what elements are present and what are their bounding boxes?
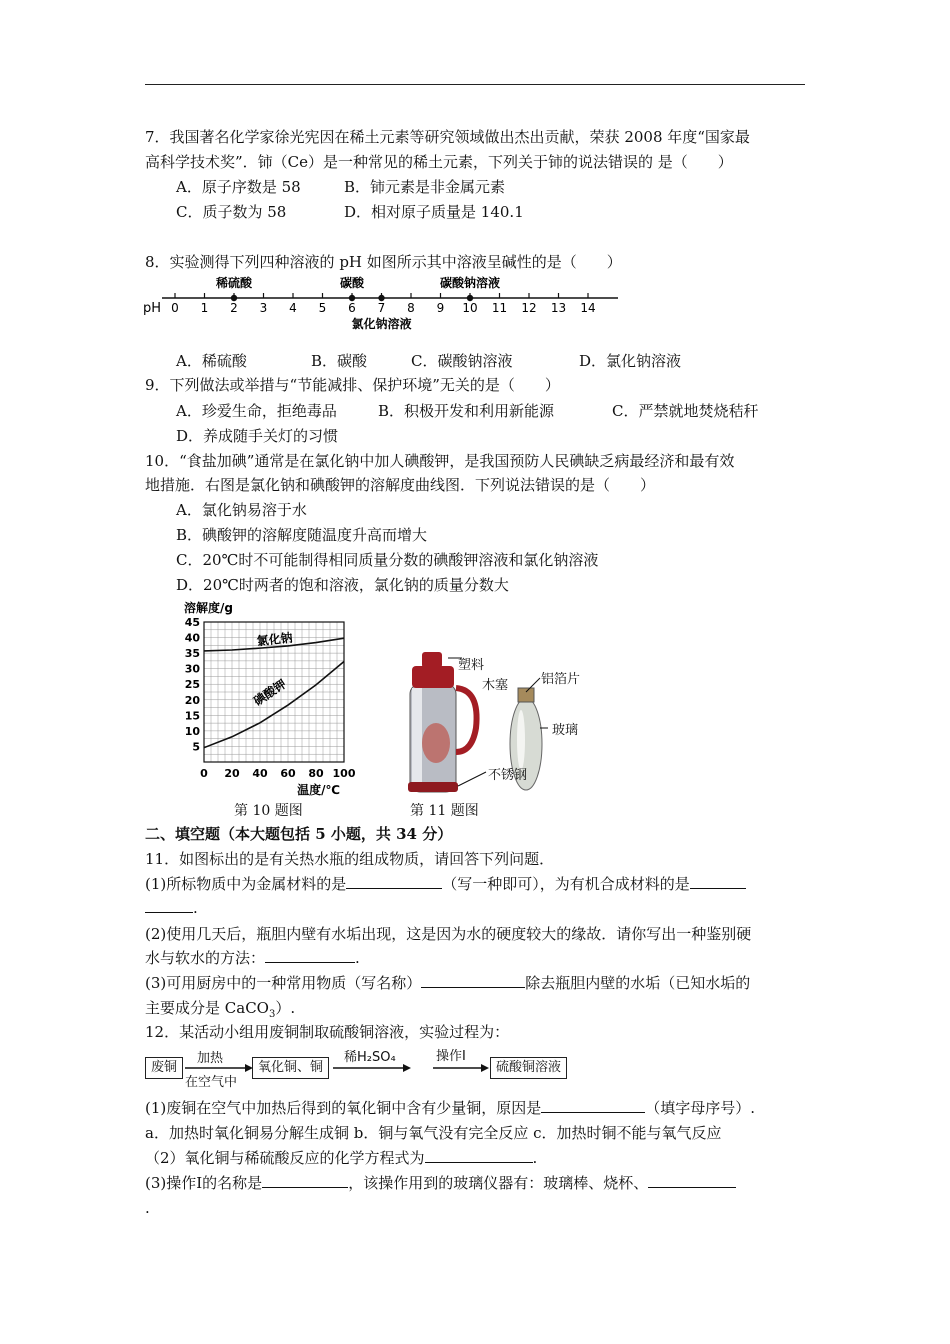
q8-option-d: D．氯化钠溶液 <box>579 352 682 370</box>
q12-part2-text-b: . <box>532 1149 538 1167</box>
label-plastic: 塑料 <box>458 658 485 673</box>
fig10-y-tick: 30 <box>184 662 200 676</box>
q9-option-c: C．严禁就地焚烧秸秆 <box>612 402 759 420</box>
q11-subscript: 3 <box>268 1009 276 1020</box>
ph-tick-label: 1 <box>200 301 209 315</box>
q12-part3 <box>145 1173 736 1193</box>
flow-label-in-air: 在空气中 <box>185 1075 238 1090</box>
q11-blank-metal[interactable] <box>346 874 442 889</box>
ph-tick-label: 2 <box>230 301 238 315</box>
ph-tick-label: 5 <box>318 301 327 315</box>
q9-option-a: A．珍爱生命，拒绝毒品 <box>176 402 337 420</box>
label-stainless-steel: 不锈钢 <box>488 768 528 783</box>
q10-stem-line2: 地措施．右图是氯化钠和碘酸钾的溶解度曲线图．下列说法错误的是（ ） <box>145 476 656 494</box>
ph-marker-label: 氯化钠溶液 <box>351 317 412 331</box>
q10-stem-line1: 10．“食盐加碘”通常是在氯化钠中加人碘酸钾，是我国预防人民碘缺乏病最经济和最有效 <box>145 452 735 470</box>
ph-tick-label: 14 <box>580 301 596 315</box>
q8-option-c: C．碳酸钠溶液 <box>411 352 513 370</box>
fig10-x-tick: 60 <box>280 767 296 780</box>
q11-blank-synthetic-cont[interactable] <box>145 898 193 913</box>
q11-part1-text-b: （写一种即可），为有机合成材料的是 <box>442 875 690 893</box>
q12-part1-text-a: (1)废铜在空气中加热后得到的氧化铜中含有少量铜，原因是 <box>145 1099 542 1117</box>
q11-blank-synthetic[interactable] <box>690 874 746 889</box>
q11-part1 <box>145 874 746 894</box>
q12-blank-glassware[interactable] <box>648 1173 736 1188</box>
q12-part1 <box>145 1098 755 1118</box>
q12-stem: 12．某活动小组用废铜制取硫酸铜溶液，实验过程为： <box>145 1023 510 1041</box>
q7-option-b: B．铈元素是非金属元素 <box>344 178 506 196</box>
ph-tick-label: 11 <box>491 301 508 315</box>
ph-marker <box>378 295 384 301</box>
fig10-x-tick: 0 <box>200 767 208 780</box>
ph-tick-label: 10 <box>462 301 478 315</box>
ph-tick-label: 3 <box>259 301 268 315</box>
ph-tick-label: 6 <box>348 301 356 315</box>
ph-axis-label: pH <box>143 301 162 316</box>
q12-part3-text-a: (3)操作Ⅰ的名称是 <box>145 1174 263 1192</box>
q12-choices: a．加热时氧化铜易分解生成铜 b．铜与氧气没有完全反应 c．加热时铜不能与氧气反应 <box>145 1124 722 1142</box>
flow-box-cuo-cu: 氧化铜、铜 <box>252 1057 329 1079</box>
q7-option-a: A．原子序数是 58 <box>176 178 301 196</box>
flow-label-heat: 加热 <box>197 1051 224 1066</box>
q12-blank-operation-name[interactable] <box>262 1173 348 1188</box>
fig10-y-tick: 35 <box>184 647 200 661</box>
fig11-caption: 第 11 题图 <box>410 803 479 819</box>
ph-tick-label: 9 <box>436 301 445 315</box>
ph-tick-label: 13 <box>550 301 567 315</box>
q11-blank-hardwater-method[interactable] <box>265 948 355 963</box>
flow-box-scrap-copper: 废铜 <box>145 1057 183 1079</box>
label-cork: 木塞 <box>482 678 509 693</box>
q11-part3-line2 <box>145 998 295 1025</box>
q12-part3-end: . <box>145 1199 150 1217</box>
ph-marker-label: 碳酸 <box>339 276 365 290</box>
fig10-x-tick: 40 <box>252 767 268 780</box>
q7-stem-line2: 高科学技术奖”．铈（Ce）是一种常见的稀土元素，下列关于铈的说法错误的 是（ ） <box>145 153 733 171</box>
q11-part3-text-c: 主要成分是 CaCO <box>145 999 269 1017</box>
fig10-y-tick: 10 <box>184 724 200 738</box>
fig10-caption: 第 10 题图 <box>234 803 303 819</box>
q10-option-d: D．20℃时两者的饱和溶液，氯化钠的质量分数大 <box>176 576 509 594</box>
fig10-y-tick: 15 <box>184 709 200 723</box>
fig10-x-tick: 20 <box>224 767 240 780</box>
label-glass: 玻璃 <box>552 723 579 738</box>
q11-part1-cont <box>145 898 198 918</box>
q9-option-b: B．积极开发和利用新能源 <box>378 402 555 420</box>
q10-option-a: A．氯化钠易溶于水 <box>176 501 307 519</box>
ph-tick-label: 7 <box>377 301 386 315</box>
q11-stem: 11．如图标出的是有关热水瓶的组成物质，请回答下列问题． <box>145 850 555 868</box>
q11-part2-text-c: . <box>355 949 360 967</box>
ph-tick-label: 0 <box>171 301 179 315</box>
q11-part3-line1 <box>145 973 750 993</box>
q9-option-d: D．养成随手关灯的习惯 <box>176 427 339 445</box>
q8-stem: 8．实验测得下列四种溶液的 pH 如图所示其中溶液呈碱性的是（ ） <box>145 253 622 271</box>
q9-stem: 9．下列做法或举措与“节能减排、保护环境”无关的是（ ） <box>145 376 560 394</box>
fig10-y-tick: 5 <box>192 740 200 754</box>
q12-part2-text-a: （2）氧化铜与稀硫酸反应的化学方程式为 <box>145 1149 425 1167</box>
flow-label-dilute-h2so4: 稀H₂SO₄ <box>344 1050 396 1065</box>
section-heading: 二、填空题（本大题包括 5 小题，共 34 分） <box>145 825 453 843</box>
fig10-y-axis-label: 溶解度/g <box>184 601 233 615</box>
q7-option-c: C．质子数为 58 <box>176 203 287 221</box>
ph-marker <box>467 295 473 301</box>
q11-part3-text-a: (3)可用厨房中的一种常用物质（写名称） <box>145 974 422 992</box>
ph-scale-figure <box>140 272 620 334</box>
fig10-curve-kio3-label: 碘酸钾 <box>251 676 289 709</box>
q11-part2-line1: (2)使用几天后，瓶胆内壁有水垢出现，这是因为水的硬度较大的缘故．请你写出一种鉴别硬 <box>145 925 752 943</box>
ph-marker <box>349 295 355 301</box>
ph-tick-label: 12 <box>521 301 537 315</box>
q10-option-c: C．20℃时不可能制得相同质量分数的碘酸钾溶液和氯化钠溶液 <box>176 551 599 569</box>
q7-stem-line1: 7．我国著名化学家徐光宪因在稀土元素等研究领域做出杰出贡献，荣获 2008 年度“国家最 <box>145 128 750 146</box>
fig10-x-axis-label: 温度/℃ <box>297 783 340 797</box>
label-aluminum-foil: 铝箔片 <box>541 672 581 687</box>
q11-blank-kitchen-substance[interactable] <box>421 973 525 988</box>
ph-marker-label: 碳酸钠溶液 <box>439 276 501 290</box>
ph-marker-label: 稀硫酸 <box>215 276 253 290</box>
fig10-curve-nacl-label: 氯化钠 <box>256 630 294 649</box>
q11-part1-text-c: . <box>193 899 198 917</box>
q11-part2-text-b: 水与软水的方法： <box>145 949 266 967</box>
fig10-x-tick: 80 <box>308 767 324 780</box>
flow-label-operation-i: 操作I <box>436 1049 466 1064</box>
fig10-y-tick: 20 <box>184 693 200 707</box>
fig10-y-tick: 40 <box>184 631 200 645</box>
q12-part3-text-b: ，该操作用到的玻璃仪器有：玻璃棒、烧杯、 <box>348 1174 649 1192</box>
q12-part2 <box>145 1148 537 1168</box>
q8-option-a: A．稀硫酸 <box>176 352 247 370</box>
q12-part1-text-b: （填字母序号）. <box>645 1099 756 1117</box>
ph-marker <box>231 295 237 301</box>
fig10-y-tick: 45 <box>184 616 200 629</box>
q11-part3-text-d: ）. <box>275 999 296 1017</box>
q11-part3-text-b: 除去瓶胆内壁的水垢（已知水垢的 <box>525 974 751 992</box>
q12-blank-equation[interactable] <box>425 1148 533 1163</box>
fig10-y-tick: 25 <box>184 678 200 692</box>
q12-blank-reason[interactable] <box>541 1098 645 1113</box>
q7-option-d: D．相对原子质量是 140.1 <box>344 203 524 221</box>
solubility-curve-figure <box>180 600 370 800</box>
flow-box-cuso4-solution: 硫酸铜溶液 <box>490 1057 567 1079</box>
q11-part1-text-a: (1)所标物质中为金属材料的是 <box>145 875 347 893</box>
q11-part2-line2 <box>145 948 360 968</box>
q8-option-b: B．碳酸 <box>311 352 368 370</box>
ph-tick-label: 8 <box>407 301 415 315</box>
ph-tick-label: 4 <box>289 301 297 315</box>
q10-option-b: B．碘酸钾的溶解度随温度升高而增大 <box>176 526 428 544</box>
fig10-x-tick: 100 <box>332 767 356 780</box>
header-rule <box>145 84 805 85</box>
